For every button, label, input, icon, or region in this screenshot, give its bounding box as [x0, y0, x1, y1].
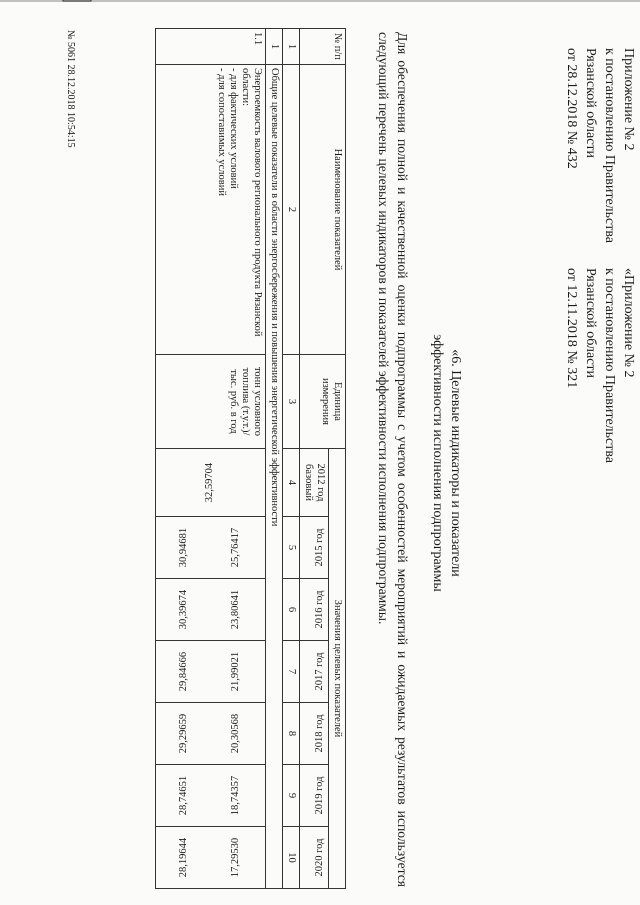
- header-unit: Единица измерения: [300, 355, 346, 449]
- header-name: Наименование показателей: [300, 65, 346, 355]
- row-name: Энергоемкость валового регионального продукта Рязанской области:: [240, 68, 263, 337]
- column-number-row: [283, 29, 300, 889]
- registration-stamp: № 5061 28.12.2018 10:54:15: [65, 30, 76, 148]
- header-line: Рязанской области: [583, 268, 598, 379]
- value-cell: [156, 827, 266, 889]
- section-row-name: Общие целевые показатели в области энергосбережения и повышения энергетической эффективности: [266, 65, 283, 889]
- scan-edge-artifact: [0, 0, 640, 6]
- header-year: 2017 год: [300, 641, 329, 703]
- header-year: 2019 год: [300, 765, 329, 827]
- col-number: 8: [283, 703, 300, 765]
- section-heading-line: эффективности исполнения подпрограммы: [430, 334, 445, 592]
- value-actual: 25,76417: [230, 527, 242, 568]
- col-number: 3: [283, 355, 300, 449]
- col-number: 1: [283, 29, 300, 65]
- value-actual: 21,99021: [230, 651, 242, 692]
- table-row-section: [266, 29, 283, 889]
- value-actual: 23,80641: [230, 589, 242, 630]
- row-num: 1: [266, 29, 283, 65]
- row-name-cell: [156, 65, 266, 355]
- header-year: 2018 год: [300, 703, 329, 765]
- header-year: 2015 год: [300, 517, 329, 579]
- row-sub-actual: - для фактических условий: [228, 68, 239, 189]
- value-comparable: 28,19644: [178, 837, 190, 878]
- appendix-header-current: [562, 48, 638, 243]
- header-num: № п/п: [300, 29, 346, 65]
- value-cell: [156, 703, 266, 765]
- value-cell: [156, 517, 266, 579]
- header-row: [329, 29, 346, 889]
- header-base-year: 2012 год базовый: [300, 449, 329, 517]
- base-value: 32,59704: [204, 462, 216, 503]
- col-number: 5: [283, 517, 300, 579]
- header-line: от 12.11.2018 № 321: [564, 268, 579, 389]
- intro-paragraph: Для обеспечения полной и качественной оценки подпрограммы с учетом особенностей мероприятий и ожидаемых результатов используется следующий перечень целевых индикаторов и показателей эффективности исполнения подпрограммы.: [376, 32, 410, 887]
- header-line: «Приложение № 2: [621, 268, 636, 378]
- header-line: к постановлению Правительства: [602, 268, 617, 464]
- rotated-document-body: [38, 18, 638, 893]
- value-cell: [156, 765, 266, 827]
- value-comparable: 29,84666: [178, 651, 190, 692]
- value-comparable: 30,39674: [178, 589, 190, 630]
- header-values-group: Значения целевых показателей: [329, 449, 346, 889]
- col-number: 6: [283, 579, 300, 641]
- registry-logo-icon: [62, 0, 92, 2]
- value-actual: 20,30568: [230, 713, 242, 754]
- table-row: [156, 29, 266, 889]
- section-heading: [428, 298, 464, 628]
- value-comparable: 29,29659: [178, 713, 190, 754]
- value-comparable: 30,94681: [178, 527, 190, 568]
- header-year: 2016 год: [300, 579, 329, 641]
- header-line: Рязанской области: [583, 48, 598, 159]
- col-number: 9: [283, 765, 300, 827]
- col-number: 10: [283, 827, 300, 889]
- col-number: 4: [283, 449, 300, 517]
- col-number: 7: [283, 641, 300, 703]
- appendix-header-previous: [562, 268, 638, 463]
- row-unit: тонн условного топлива (т.у.т.)/ тыс. руб. в год: [156, 355, 266, 449]
- value-actual: 17,29530: [230, 837, 242, 878]
- row-num: 1.1: [156, 29, 266, 65]
- indicator-table: [155, 28, 346, 889]
- header-year: 2020 год: [300, 827, 329, 889]
- value-actual: 18,74357: [230, 775, 242, 816]
- value-cell: [156, 579, 266, 641]
- base-value-cell: [156, 449, 266, 517]
- section-heading-line: «6. Целевые индикаторы и показатели: [448, 349, 463, 577]
- value-cell: [156, 641, 266, 703]
- header-line: к постановлению Правительства: [602, 48, 617, 244]
- col-number: 2: [283, 65, 300, 355]
- header-line: Приложение № 2: [621, 48, 636, 151]
- header-line: от 28.12.2018 № 432: [564, 48, 579, 169]
- value-comparable: 28,74651: [178, 775, 190, 816]
- row-sub-comparable: - для сопоставимых условий: [216, 68, 227, 196]
